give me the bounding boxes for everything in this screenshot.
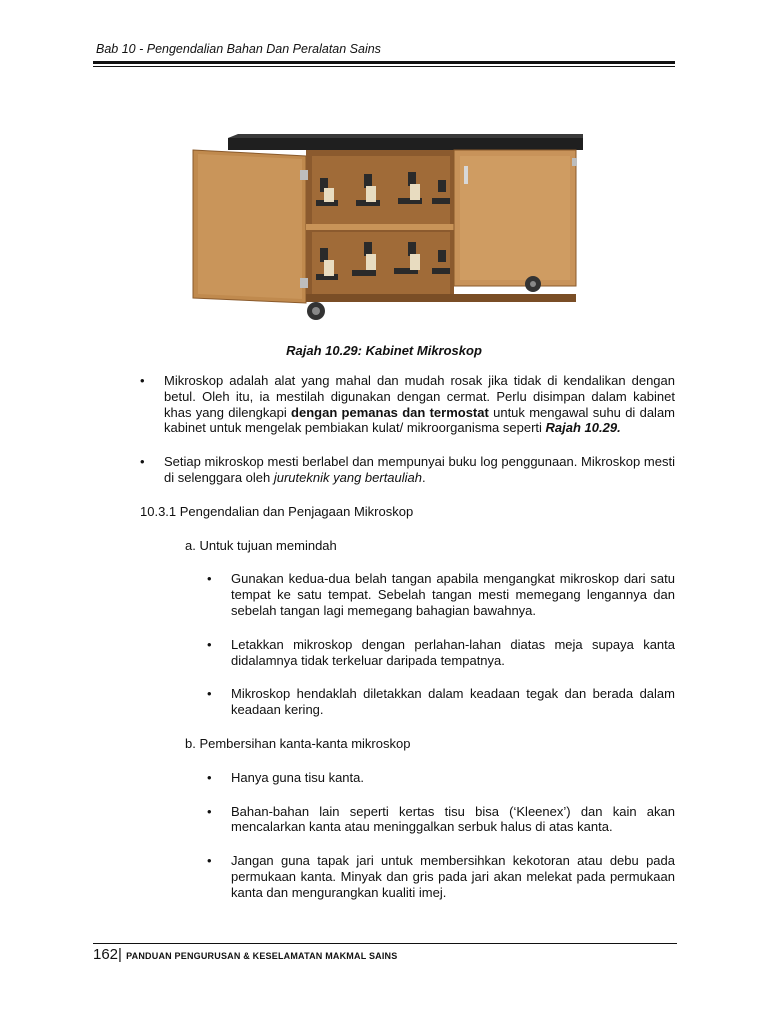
page-footer	[93, 946, 397, 963]
figure-caption: Rajah 10.29: Kabinet Mikroskop	[286, 343, 482, 358]
list-item	[207, 770, 675, 786]
section-heading: 10.3.1 Pengendalian dan Penjagaan Mikroskop	[140, 503, 414, 519]
bullet-icon: •	[207, 769, 212, 785]
main-bullet-1	[140, 373, 675, 436]
header-rule-thin	[93, 66, 675, 67]
footer-rule	[93, 943, 677, 944]
main-bullet-2	[140, 454, 675, 486]
list-item	[207, 686, 675, 718]
body-content	[140, 373, 675, 901]
bold-text: dengan pemanas dan termostat	[291, 404, 489, 420]
list-item	[207, 637, 675, 669]
footer-separator: |	[118, 946, 122, 963]
figure-reference: Rajah 10.29.	[545, 420, 621, 436]
bullet-icon: •	[207, 686, 212, 702]
page-number: 162	[93, 946, 119, 963]
bullet-icon: •	[207, 571, 212, 587]
list-item	[207, 804, 675, 836]
subsection-b-list	[207, 770, 675, 901]
bullet-icon: •	[140, 373, 145, 388]
subsection-b-heading: b. Pembersihan kanta-kanta mikroskop	[185, 735, 411, 751]
list-item-text: Gunakan kedua-dua belah tangan apabila mengangkat mikroskop dari satu tempat ke satu tempat. Sebelah tangan mesti memegang lengannya dan sebelah tangan lagi memegang bahagian bawahnya.	[231, 571, 675, 618]
bullet-icon: •	[207, 803, 212, 819]
paragraph-text: Mikroskop adalah alat yang mahal dan mudah rosak jika tidak di kendalikan dengan betul. Oleh itu, ia mestilah digunakan dengan cermat. Perlu disimpan dalam kabinet khas yang dilengkapi	[164, 373, 675, 420]
list-item-text: Bahan-bahan lain seperti kertas tisu bisa (‘Kleenex’) dan kain akan mencalarkan kanta atau meninggalkan serbuk halus di atas kanta.	[231, 803, 675, 835]
list-item-text: Hanya guna tisu kanta.	[231, 769, 364, 785]
paragraph-text: .	[422, 469, 426, 485]
header-rule	[93, 61, 675, 64]
list-item	[207, 571, 675, 618]
list-item-text: Jangan guna tapak jari untuk membersihkan kekotoran atau debu pada permukaan kanta. Minyak dan gris pada jari akan melekat pada permukaan kanta dan mengurangkan kualiti imej.	[231, 853, 675, 900]
footer-title: PANDUAN PENGURUSAN & KESELAMATAN MAKMAL SAINS	[126, 951, 398, 961]
paragraph-text: untuk mengawal suhu di dalam kabinet untuk mengelak pembiakan kulat/ mikroorganisma seperti	[164, 404, 675, 436]
chapter-header: Bab 10 - Pengendalian Bahan Dan Peralatan Sains	[96, 42, 381, 56]
microscope-cabinet-image	[188, 128, 588, 328]
list-item-text: Letakkan mikroskop dengan perlahan-lahan diatas meja supaya kanta didalamnya tidak terkeluar daripada tempatnya.	[231, 636, 675, 668]
subsection-a-list	[207, 571, 675, 718]
list-item-text: Mikroskop hendaklah diletakkan dalam keadaan tegak dan berada dalam keadaan kering.	[231, 686, 675, 718]
bullet-icon: •	[207, 636, 212, 652]
bullet-icon: •	[140, 454, 145, 470]
list-item	[207, 853, 675, 900]
italic-text: juruteknik yang bertauliah	[273, 469, 423, 485]
bullet-icon: •	[207, 853, 212, 869]
paragraph-text: Setiap mikroskop mesti berlabel dan mempunyai buku log penggunaan. Mikroskop mesti di selenggara oleh	[164, 454, 675, 485]
subsection-a-heading: a. Untuk tujuan memindah	[185, 537, 337, 553]
